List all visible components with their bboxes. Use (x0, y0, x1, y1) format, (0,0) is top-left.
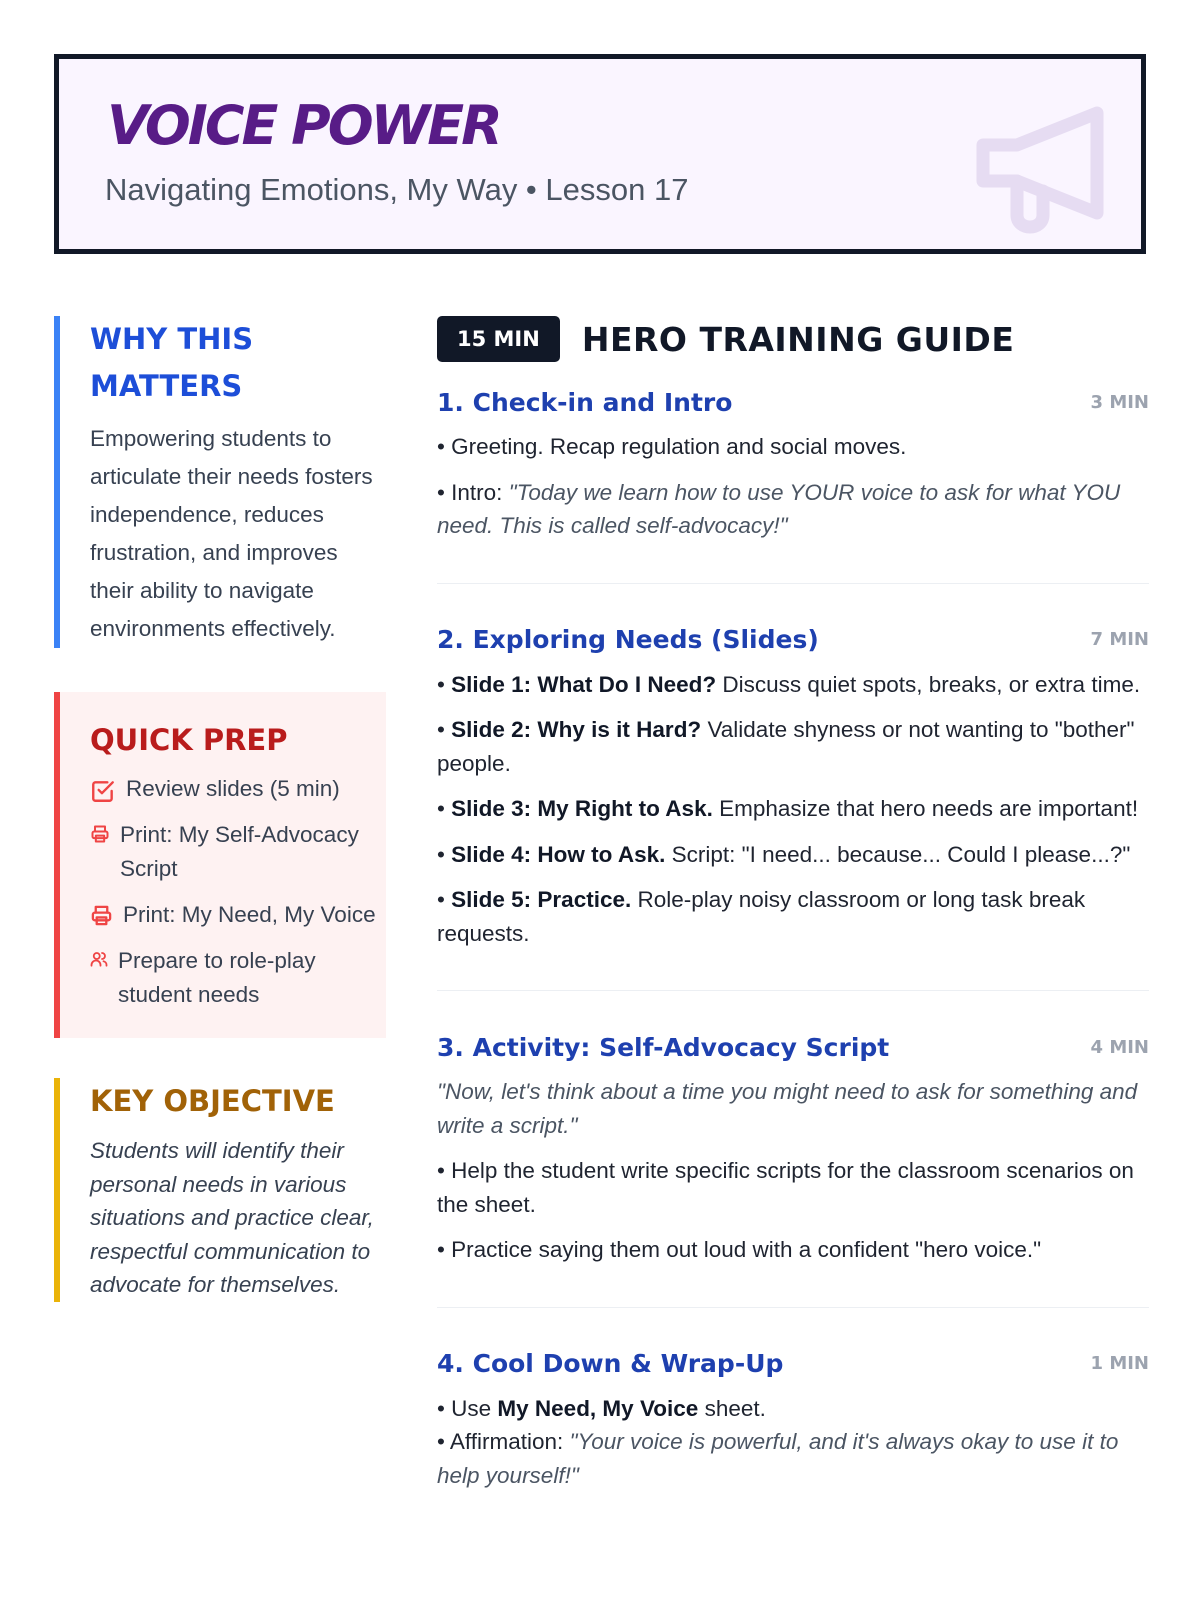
printer-icon (90, 824, 110, 844)
key-objective-card (54, 1078, 386, 1302)
why-heading: WHY THIS MATTERS (90, 322, 254, 403)
section-title: 2. Exploring Needs (Slides) (437, 625, 819, 654)
why-this-matters-card (54, 316, 386, 648)
prep-item (90, 898, 376, 932)
section-header (437, 1344, 1149, 1384)
guide-header (437, 316, 1149, 362)
guide-title: HERO TRAINING GUIDE (581, 319, 1015, 359)
megaphone-icon (971, 97, 1111, 237)
duration-badge: 15 MIN (437, 316, 560, 362)
prep-item (90, 772, 376, 806)
users-icon (90, 950, 108, 968)
prep-item-label: Prepare to role-play student needs (118, 948, 316, 1007)
quick-prep-card (54, 692, 386, 1038)
section-bullet: • Slide 1: What Do I Need? Discuss quiet spots, breaks, or extra time. (437, 671, 1141, 697)
section-time: 4 MIN (1090, 1036, 1149, 1058)
section-bullet: • Slide 3: My Right to Ask. Emphasize that hero needs are important! (437, 796, 1139, 821)
section-time: 3 MIN (1090, 391, 1149, 413)
objective-heading: KEY OBJECTIVE (90, 1084, 335, 1118)
section-header (437, 1027, 1149, 1067)
prep-item-label: Review slides (5 min) (126, 776, 340, 801)
section-bullet: • Greeting. Recap regulation and social moves. (437, 434, 907, 459)
section-bullet: • Slide 2: Why is it Hard? Validate shyness or not wanting to "bother" people. (437, 717, 1135, 776)
section-title: 1. Check-in and Intro (437, 387, 733, 417)
checkbox-icon (90, 778, 116, 804)
section-header (437, 620, 1149, 660)
section-header (437, 382, 1149, 422)
guide-section (437, 1027, 1149, 1308)
page-title: VOICE POWER (107, 94, 500, 157)
section-time: 1 MIN (1090, 1353, 1149, 1374)
objective-body: Students will identify their personal needs in various situations and practice clear, respectful communication to advocate for themselves. (90, 1138, 374, 1297)
section-bullet: • Intro: "Today we learn how to use YOUR voice to ask for what YOU need. This is called self-advocacy!" (437, 479, 1121, 538)
section-bullet: • Slide 4: How to Ask. Script: "I need... because... Could I please...?" (437, 841, 1131, 867)
section-bullet: • Help the student write specific scripts for the classroom scenarios on the sheet. (437, 1158, 1134, 1217)
prep-item (90, 818, 376, 886)
sidebar (54, 316, 386, 1302)
section-bullet: • Affirmation: "Your voice is powerful, and it's always okay to use it to help yourself!" (437, 1429, 1119, 1488)
training-guide (437, 316, 1149, 1520)
section-bullet: • Slide 5: Practice. Role-play noisy classroom or long task break requests. (437, 887, 1086, 946)
prep-item (90, 944, 376, 1012)
section-quote: "Now, let's think about a time you might need to ask for something and write a script." (437, 1079, 1138, 1138)
prep-item-label: Print: My Self-Advocacy Script (120, 822, 359, 881)
section-time: 7 MIN (1090, 629, 1149, 650)
guide-section (437, 620, 1149, 992)
section-bullet: • Practice saying them out loud with a confident "hero voice." (437, 1237, 1042, 1262)
guide-section (437, 382, 1149, 584)
prep-heading: QUICK PREP (90, 723, 288, 757)
section-title: 3. Activity: Self-Advocacy Script (437, 1032, 890, 1062)
why-body: Empowering students to articulate their needs fosters independence, reduces frustration, and improves their ability to navigate environments effectively. (90, 426, 373, 641)
printer-icon (90, 904, 113, 927)
section-title: 4. Cool Down & Wrap-Up (437, 1349, 784, 1378)
guide-section (437, 1344, 1149, 1521)
page-subtitle: Navigating Emotions, My Way • Lesson 17 (105, 172, 689, 207)
prep-item-label: Print: My Need, My Voice (123, 902, 376, 927)
lesson-header (54, 54, 1146, 254)
section-bullet: • Use My Need, My Voice sheet. (437, 1395, 766, 1421)
